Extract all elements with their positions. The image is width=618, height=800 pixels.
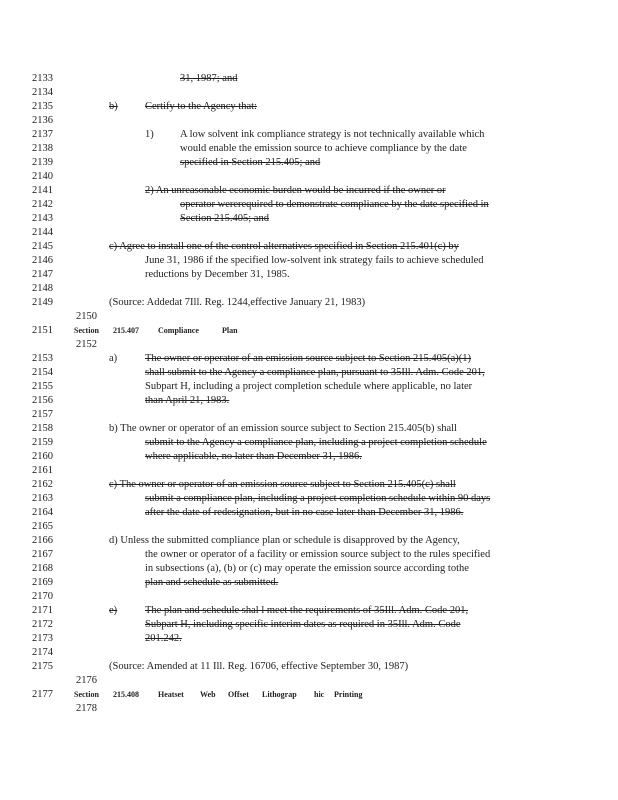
text-line: where applicable, no later than December 31, 1986. xyxy=(145,451,362,462)
text-line: d) Unless the submitted compliance plan or schedule is disapproved by the Agency, xyxy=(109,535,460,546)
line-number: 2142 xyxy=(32,199,53,210)
text-line: operator wererequired to demonstrate compliance by the date specified in xyxy=(180,199,489,210)
section-title: Compliance xyxy=(158,326,199,335)
text-line: A low solvent ink compliance strategy is not technically available which xyxy=(180,129,485,140)
section-title: Offset xyxy=(228,690,249,699)
text-line: The plan and schedule shal l meet the requirements of 35Ill. Adm. Code 201, xyxy=(145,605,469,616)
section-number: 215.408 xyxy=(113,690,139,699)
text-line: b) The owner or operator of an emission source subject to Section 215.405(b) shall xyxy=(109,423,457,434)
text-line: 201.242. xyxy=(145,633,182,644)
item-label: a) xyxy=(109,353,118,364)
source-note: (Source: Amended at 11 Ill. Reg. 16706, effective September 30, 1987) xyxy=(109,661,409,672)
line-number: 2165 xyxy=(32,521,53,532)
text-line: c) Agree to install one of the control alternatives specified in Section 215.401(c) by xyxy=(109,241,459,252)
line-number: 2169 xyxy=(32,577,53,588)
text-line: Subpart H, including a project completion schedule where applicable, no later xyxy=(145,381,473,392)
text-line: the owner or operator of a facility or emission source subject to the rules specified xyxy=(145,549,491,560)
line-number: 2153 xyxy=(32,353,53,364)
text-line: 2) An unreasonable economic burden would be incurred if the owner or xyxy=(145,185,446,196)
section-label: Section xyxy=(74,326,99,335)
line-number: 2133 xyxy=(32,73,53,84)
line-number: 2147 xyxy=(32,269,53,280)
section-title: hic xyxy=(314,690,325,699)
line-number: 2160 xyxy=(32,451,53,462)
line-number: 2141 xyxy=(32,185,53,196)
line-number: 2175 xyxy=(32,661,53,672)
text-line: specified in Section 215.405; and xyxy=(180,157,321,168)
line-number: 2172 xyxy=(32,619,53,630)
text-line: submit a compliance plan, including a project completion schedule within 90 days xyxy=(145,493,491,504)
line-number: 2178 xyxy=(76,703,97,714)
item-label: 1) xyxy=(145,129,154,140)
section-number: 215.407 xyxy=(113,326,139,335)
line-number: 2139 xyxy=(32,157,53,168)
line-number: 2137 xyxy=(32,129,53,140)
section-title: Plan xyxy=(222,326,238,335)
line-number: 2148 xyxy=(32,283,53,294)
text-line: The owner or operator of an emission source subject to Section 215.405(a)(1) xyxy=(145,353,471,364)
text-line: reductions by December 31, 1985. xyxy=(145,269,290,280)
line-number: 2156 xyxy=(32,395,53,406)
line-number: 2140 xyxy=(32,171,53,182)
line-number: 2145 xyxy=(32,241,53,252)
line-number: 2162 xyxy=(32,479,53,490)
text-line: than April 21, 1983. xyxy=(145,395,230,406)
text-line: in subsections (a), (b) or (c) may operate the emission source according tothe xyxy=(145,563,469,574)
section-title: Web xyxy=(200,690,216,699)
line-number: 2158 xyxy=(32,423,53,434)
line-number: 2177 xyxy=(32,689,53,700)
line-number: 2167 xyxy=(32,549,53,560)
line-number: 2146 xyxy=(32,255,53,266)
text-line: submit to the Agency a compliance plan, including a project completion schedule xyxy=(145,437,487,448)
line-number: 2170 xyxy=(32,591,53,602)
line-number: 2134 xyxy=(32,87,53,98)
line-number: 2176 xyxy=(76,675,97,686)
line-number: 2150 xyxy=(76,311,97,322)
line-number: 2144 xyxy=(32,227,53,238)
source-note: (Source: Addedat 7Ill. Reg. 1244,effective January 21, 1983) xyxy=(109,297,366,308)
line-number: 2149 xyxy=(32,297,53,308)
line-number: 2155 xyxy=(32,381,53,392)
text-line: Certify to the Agency that: xyxy=(145,101,257,112)
text-line: would enable the emission source to achieve compliance by the date xyxy=(180,143,467,154)
text-line: shall submit to the Agency a compliance plan, pursuant to 35Ill. Adm. Code 201, xyxy=(145,367,485,378)
line-number: 2164 xyxy=(32,507,53,518)
section-title: Printing xyxy=(334,690,363,699)
text-line: plan and schedule as submitted. xyxy=(145,577,279,588)
line-number: 2174 xyxy=(32,647,53,658)
text-line: Section 215.405; and xyxy=(180,213,269,224)
line-number: 2135 xyxy=(32,101,53,112)
item-label: b) xyxy=(109,101,118,112)
item-label: e) xyxy=(109,605,118,616)
text-line: c) The owner or operator of an emission source subject to Section 215.405(c) shall xyxy=(109,479,456,490)
line-number: 2157 xyxy=(32,409,53,420)
text-line: Subpart H, including specific interim dates as required in 35Ill. Adm. Code xyxy=(145,619,461,630)
line-number: 2173 xyxy=(32,633,53,644)
section-title: Lithograp xyxy=(262,690,297,699)
line-number: 2163 xyxy=(32,493,53,504)
line-number: 2171 xyxy=(32,605,53,616)
line-number: 2161 xyxy=(32,465,53,476)
text-line: after the date of redesignation, but in no case later than December 31, 1986. xyxy=(145,507,464,518)
section-label: Section xyxy=(74,690,99,699)
line-number: 2152 xyxy=(76,339,97,350)
text-line: June 31, 1986 if the specified low-solvent ink strategy fails to achieve scheduled xyxy=(145,255,484,266)
line-number: 2136 xyxy=(32,115,53,126)
text-line: 31, 1987; and xyxy=(180,73,238,84)
line-number: 2159 xyxy=(32,437,53,448)
line-number: 2168 xyxy=(32,563,53,574)
line-number: 2166 xyxy=(32,535,53,546)
line-number: 2138 xyxy=(32,143,53,154)
section-title: Heatset xyxy=(158,690,184,699)
line-number: 2143 xyxy=(32,213,53,224)
line-number: 2154 xyxy=(32,367,53,378)
line-number: 2151 xyxy=(32,325,53,336)
